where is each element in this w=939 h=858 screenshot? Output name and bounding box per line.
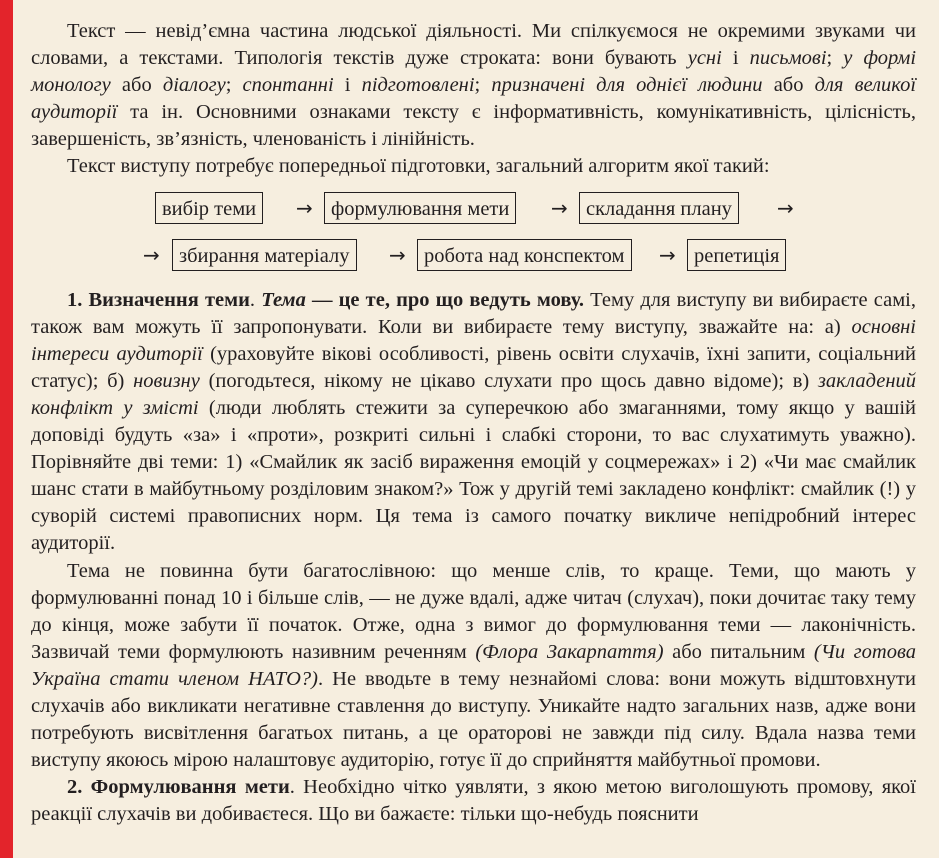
arrow-right-icon: → [296,195,313,220]
arrow-right-icon: → [551,195,568,220]
paragraph-goal-formulation: 2. Формулювання мети. Необхідно чітко уявляти, з якою метою виголошують промову, якої реакції слухачів ви добиваєтеся. Що ви бажаєте: тільки що-небудь пояснити [31,776,917,826]
flow-step-make-plan: складання плану [579,192,739,224]
paragraph-intro: Текст — невід’ємна частина людської діяльності. Ми спілкуємося не окремими звуками чи словами, а текстами. Типологія текстів дуже строката: вони бувають усні і письмові; у формі монологу або діалогу; спонтанні і підготовлені; призначені для однієї людини або для великої аудиторії та ін. Основними ознаками тексту є інформативність, комунікативність, цілісність, завершеність, зв’язність, членованість і лінійність. [31,20,917,151]
page-margin-bar [0,0,13,858]
flow-step-choose-topic: вибір теми [155,192,263,224]
paragraph-topic-brevity: Тема не повинна бути багатослівною: що менше слів, то краще. Теми, що мають у формулюванні понад 10 і більше слів, — не дуже вдалі, адже читач (слухач), поки дочитає таку тему до кінця, може забути її початок. Отже, одна з вимог до формулювання теми — лаконічність. Зазвичай теми формулюють називним реченням (Флора Закарпаття) або питальним (Чи готова Україна стати членом НАТО?). Не вводьте в тему незнайомі слова: вони можуть відштовхнути слухачів або викликати негативне ставлення до виступу. Уникайте надто загальних назв, адже вони потребують висвітлення багатьох питань, а це ораторові не завжди під силу. Вдала назва теми виступу якоюсь мірою налаштовує аудиторію, готує її до сприйняття майбутньої промови. [31,559,916,772]
arrow-right-icon: → [659,242,676,267]
flow-step-collect-material: збирання матеріалу [172,239,357,271]
flow-step-work-on-outline: робота над конспектом [417,239,632,271]
arrow-right-icon: → [143,242,160,267]
arrow-right-icon: → [389,242,406,267]
flow-step-formulate-goal: формулювання мети [324,192,516,224]
algorithm-flowchart [31,185,916,285]
paragraph-algorithm-intro: Текст виступу потребує попередньої підготовки, загальний алгоритм якої такий: [67,155,770,178]
flow-step-rehearsal: репетиція [687,239,786,271]
arrow-right-icon: → [777,195,794,220]
text-body [31,18,916,828]
paragraph-topic-definition: 1. Визначення теми. Тема — це те, про що ведуть мову. Тему для виступу ви вибираєте самі, також вам можуть її запропонувати. Коли ви вибираєте тему виступу, зважайте на: а) основні інтереси аудиторії (ураховуйте вікові особливості, рівень освіти слухачів, їхні запити, соціальний статус); б) новизну (погодьтеся, нікому не цікаво слухати про щось давно відоме); в) закладений конфлікт у змісті (люди люблять стежити за суперечкою або змаганнями, тому якщо у вашій доповіді будуть «за» і «проти», розкриті сильні і слабкі сторони, то вас слухатимуть уважно). Порівняйте дві теми: 1) «Смайлик як засіб вираження емоцій у соцмережах» і 2) «Чи має смайлик шанс стати в майбутньому розділовим знаком?» Тож у другій темі закладено конфлікт: смайлик (!) у суворій системі правописних норм. Ця тема із самого початку викличе непідробний інтерес аудиторії. [31,288,917,555]
